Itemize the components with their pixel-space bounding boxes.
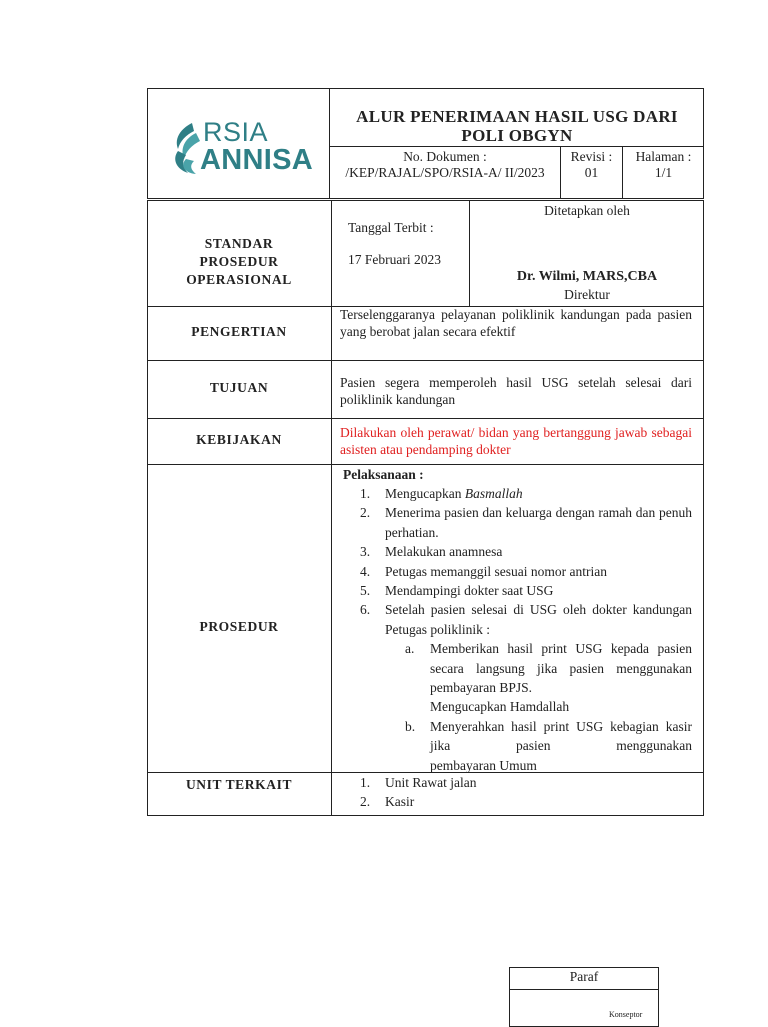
list-item xyxy=(340,503,692,542)
substep-text: Menyerahkan hasil print USG kebagian kasir jika pasien menggunakan xyxy=(430,718,692,754)
unit-terkait-item-2 xyxy=(360,792,415,811)
row-divider-3 xyxy=(147,418,704,419)
prosedur-steps xyxy=(340,484,692,775)
tanggal-terbit-label: Tanggal Terbit : xyxy=(348,220,434,235)
step-text: Mendampingi dokter saat USG xyxy=(385,583,554,599)
konseptor-label: Konseptor xyxy=(609,1010,643,1019)
paraf-label: Paraf xyxy=(569,969,599,984)
step-number: 5. xyxy=(360,583,371,599)
logo-text-annisa: ANNISA xyxy=(200,144,313,176)
kebijakan-text: Dilakukan oleh perawat/ bidan yang bertanggung jawab sebagai asisten atau pendamping dokter xyxy=(340,425,692,457)
step-text: Setelah pasien selesai di USG oleh dokter kandungan Petugas poliklinik : xyxy=(385,602,692,637)
tanggal-terbit-value: 17 Februari 2023 xyxy=(348,252,441,267)
paraf-divider xyxy=(509,989,659,990)
list-item xyxy=(340,581,692,600)
spo-label-line3: OPERASIONAL xyxy=(186,272,292,287)
tujuan-text: Pasien segera memperoleh hasil USG setelah selesai dari poliklinik kandungan xyxy=(340,375,692,407)
step-text: Mengucapkan xyxy=(385,486,465,501)
list-item xyxy=(385,639,692,717)
prosedur-heading: Pelaksanaan : xyxy=(343,467,424,482)
spo-label xyxy=(147,235,331,289)
step-text-italic: Basmallah xyxy=(464,486,523,501)
step-number: 2. xyxy=(360,505,371,521)
list-item xyxy=(340,600,692,775)
substep-text: Memberikan hasil print USG kepada pasien secara langsung jika pasien menggunakan pembayaran BPJS. xyxy=(430,641,692,696)
kebijakan-label: KEBIJAKAN xyxy=(196,432,282,447)
pengertian-text: Terselenggaranya pelayanan poliklinik kandungan pada pasien yang berobat jalan secara efektif xyxy=(340,307,692,339)
list-item xyxy=(340,484,692,503)
prosedur-label: PROSEDUR xyxy=(199,619,279,634)
tujuan-label: TUJUAN xyxy=(209,380,269,395)
logo-text-rsia: RSIA xyxy=(203,117,269,147)
document-title-line2: POLI OBGYN xyxy=(461,126,573,145)
hands-logo-icon xyxy=(170,121,204,175)
ditetapkan-label: Ditetapkan oleh xyxy=(544,203,630,218)
revisi-value: 01 xyxy=(584,165,599,180)
pengertian-label: PENGERTIAN xyxy=(191,324,287,339)
step-number: 4. xyxy=(360,563,371,579)
unit-terkait-label: UNIT TERKAIT xyxy=(185,777,293,792)
halaman-label: Halaman : xyxy=(635,149,692,164)
unit-number: 1. xyxy=(360,775,371,790)
spo-label-line1: STANDAR xyxy=(204,236,274,251)
list-item xyxy=(385,717,692,775)
list-item xyxy=(340,562,692,581)
step-text: Melakukan anamnesa xyxy=(385,544,503,560)
unit-text: Kasir xyxy=(385,794,415,809)
signer-name: Dr. Wilmi, MARS,CBA xyxy=(516,269,658,284)
row-divider-2 xyxy=(147,360,704,361)
step-text: Menerima pasien dan keluarga dengan ramah dan penuh perhatian. xyxy=(385,505,692,540)
row-divider-4 xyxy=(147,464,704,465)
revisi-label: Revisi : xyxy=(570,149,613,164)
spo-label-line2: PROSEDUR xyxy=(199,254,279,269)
signer-title: Direktur xyxy=(564,287,610,302)
halaman-value: 1/1 xyxy=(654,165,673,180)
document-title-line1: ALUR PENERIMAAN HASIL USG DARI xyxy=(356,107,678,126)
step-text: Petugas memanggil sesuai nomor antrian xyxy=(385,563,607,579)
unit-text: Unit Rawat jalan xyxy=(385,775,477,790)
prosedur-substeps xyxy=(385,639,692,775)
doc-number-label: No. Dokumen : xyxy=(403,149,487,164)
step-number: 6. xyxy=(360,602,371,618)
doc-number-value: /KEP/RAJAL/SPO/RSIA-A/ II/2023 xyxy=(345,165,545,180)
list-item xyxy=(340,542,692,561)
unit-number: 2. xyxy=(360,794,371,809)
document-title xyxy=(330,107,704,145)
substep-text-closing: Mengucapkan Hamdallah xyxy=(430,699,570,715)
substep-text-closing: pembayaran Umum xyxy=(430,757,537,773)
substep-letter: a. xyxy=(405,641,415,657)
step-number: 1. xyxy=(360,486,371,501)
unit-terkait-item-1 xyxy=(360,773,477,792)
table-label-divider xyxy=(331,200,332,816)
step-number: 3. xyxy=(360,544,371,560)
substep-letter: b. xyxy=(405,718,416,734)
